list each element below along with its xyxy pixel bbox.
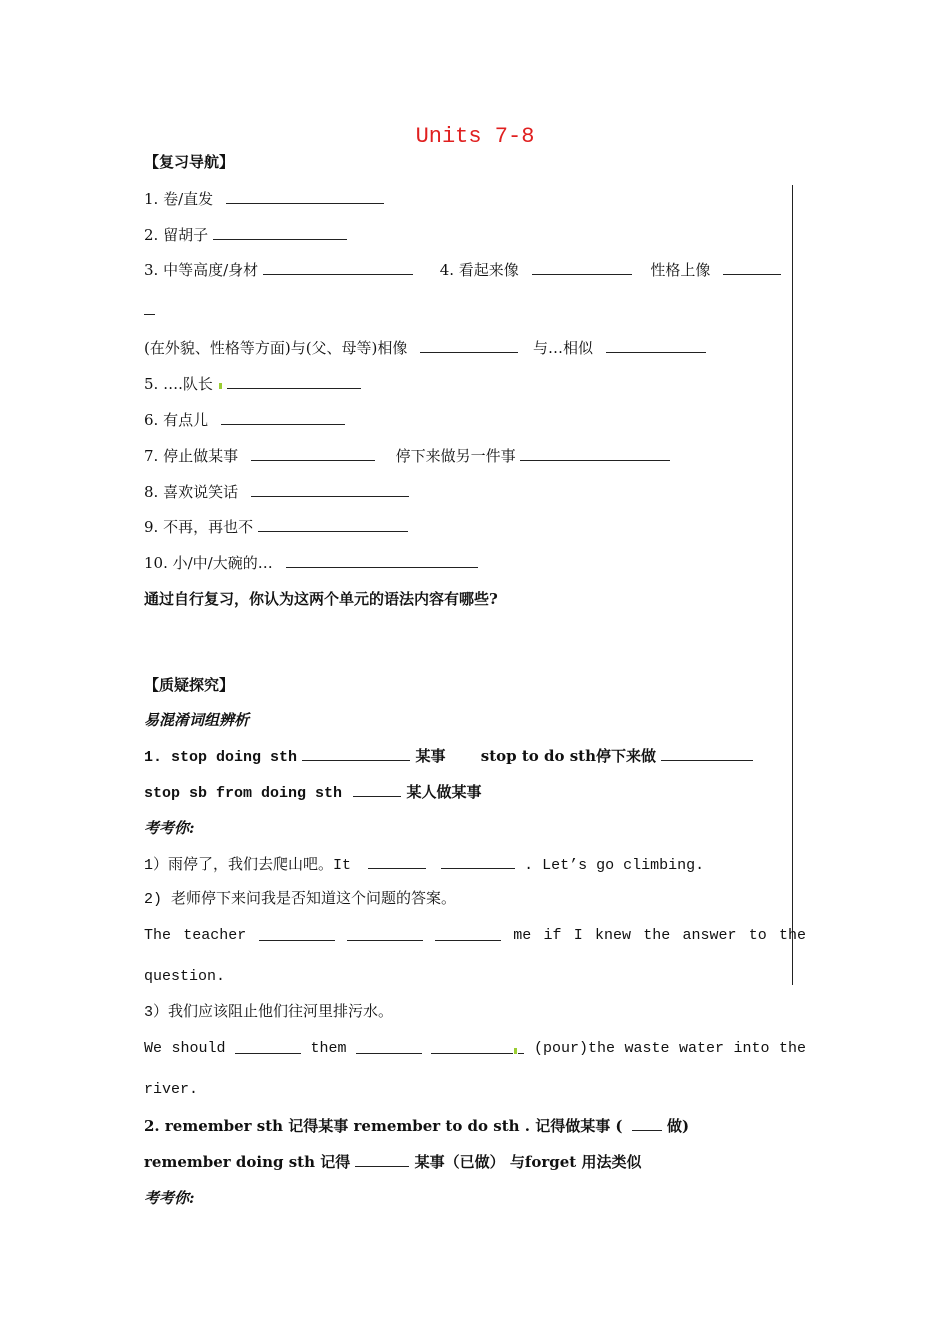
item-2-text: 2. 留胡子 — [144, 226, 209, 244]
blank-3[interactable] — [263, 260, 413, 275]
q3-word: them — [310, 1040, 347, 1057]
quiz-heading-1: 考考你: — [144, 819, 195, 837]
quiz-q3-end: river. — [144, 1081, 199, 1098]
confusing-phrases-heading: 易混淆词组辨析 — [144, 711, 250, 729]
q3-word: water — [678, 1040, 724, 1057]
point-1-stop-sb: stop sb from doing sth — [144, 785, 343, 802]
point-1-sb: 某人做某事 — [406, 783, 482, 801]
blank-4b-wrap[interactable] — [144, 300, 155, 315]
q2-word: knew — [594, 927, 631, 944]
point-2-remember: 2. remember sth 记得某事 remember to do sth . 记得做某事 ( — [144, 1117, 623, 1135]
blank-p1c[interactable] — [661, 746, 753, 761]
blank-4c[interactable] — [420, 338, 518, 353]
item-10 — [144, 553, 478, 573]
item-10-text: 10. 小/中/大碗的… — [144, 554, 273, 572]
blank-4b[interactable] — [723, 260, 781, 275]
point-1-stop-doing: 1. stop doing sth — [144, 749, 298, 766]
q2-word: if — [543, 927, 562, 944]
q2-word: to — [748, 927, 767, 944]
blank-p1d[interactable] — [353, 782, 401, 797]
point-2-do: 做) — [667, 1117, 690, 1135]
q2-word: the — [778, 927, 806, 944]
blank-q2b[interactable] — [347, 926, 423, 941]
point-2-row2 — [144, 1152, 641, 1172]
quiz-heading-2: 考考你: — [144, 1189, 195, 1207]
point-2-row1 — [144, 1116, 689, 1136]
item-7 — [144, 446, 670, 466]
marker-dot — [514, 1048, 517, 1054]
vertical-rule — [792, 185, 793, 985]
item-5 — [144, 374, 361, 394]
quiz-q2: 2) 老师停下来问我是否知道这个问题的答案。 — [144, 891, 457, 908]
item-4-similar: 与…相似 — [532, 339, 593, 357]
blank-q3b[interactable] — [356, 1039, 422, 1054]
blank-7b[interactable] — [520, 446, 670, 461]
q3-word: waste — [624, 1040, 670, 1057]
q2-word: me — [513, 927, 532, 944]
blank-q3c-tail[interactable] — [518, 1039, 524, 1054]
q2-word: the — [643, 927, 671, 944]
section-review-heading: 【复习导航】 — [144, 153, 235, 171]
point-2-already: 某事（已做） 与forget 用法类似 — [414, 1153, 642, 1171]
point-1-stop-to-do: stop to do sth停下来做 — [480, 747, 656, 765]
item-5-text: 5. ….队长 — [144, 375, 213, 393]
quiz-q2-end: question. — [144, 968, 226, 985]
item-4-row2 — [144, 338, 706, 358]
item-4-personality: 性格上像 — [650, 261, 711, 279]
q3-word: should — [171, 1040, 226, 1057]
blank-8[interactable] — [251, 482, 409, 497]
blank-7a[interactable] — [251, 446, 375, 461]
item-7-text: 7. 停止做某事 — [144, 447, 239, 465]
quiz-q1 — [144, 854, 704, 876]
point-1-row2 — [144, 782, 482, 804]
point-2-remember-doing: remember doing sth 记得 — [144, 1153, 351, 1171]
item-8 — [144, 482, 409, 502]
blank-p1a[interactable] — [302, 746, 410, 761]
q3-word: the — [778, 1040, 806, 1057]
blank-4d[interactable] — [606, 338, 706, 353]
blank-p2c[interactable] — [355, 1152, 409, 1167]
marker-dot — [219, 383, 222, 389]
q2-word: The — [144, 927, 172, 944]
blank-q2c[interactable] — [435, 926, 501, 941]
blank-q1b[interactable] — [441, 854, 515, 869]
grammar-question: 通过自行复习，你认为这两个单元的语法内容有哪些? — [144, 590, 498, 608]
quiz-q3-english — [144, 1039, 806, 1061]
item-1-text: 1. 卷/直发 — [144, 190, 214, 208]
q3-word: into — [733, 1040, 770, 1057]
blank-p2a[interactable] — [632, 1116, 662, 1131]
item-6 — [144, 410, 345, 430]
item-8-text: 8. 喜欢说笑话 — [144, 483, 239, 501]
item-4-wrap — [144, 300, 155, 320]
blank-5[interactable] — [227, 374, 361, 389]
item-3-text: 3. 中等高度/身材 — [144, 261, 259, 279]
blank-q3c-wrap — [431, 1039, 524, 1061]
q3-word: (pour)the — [533, 1040, 615, 1057]
quiz-q1-text: 1）雨停了，我们去爬山吧。It — [144, 857, 352, 874]
quiz-q1-end: . Let’s go climbing. — [524, 857, 705, 874]
q2-word: teacher — [183, 927, 247, 944]
q2-word: answer — [682, 927, 737, 944]
blank-6[interactable] — [221, 410, 345, 425]
page-title: Units 7-8 — [415, 124, 535, 149]
blank-q3c[interactable] — [431, 1039, 513, 1054]
item-4-resemble: (在外貌、性格等方面)与(父、母等)相像 — [144, 339, 408, 357]
blank-4a[interactable] — [532, 260, 632, 275]
item-7-second: 停下来做另一件事 — [395, 447, 516, 465]
item-6-text: 6. 有点儿 — [144, 411, 209, 429]
point-1-row1 — [144, 746, 753, 768]
item-2 — [144, 225, 347, 245]
item-9-text: 9. 不再，再也不 — [144, 518, 254, 536]
item-4-text: 4. 看起来像 — [439, 261, 519, 279]
blank-2[interactable] — [213, 225, 347, 240]
section-inquiry-heading: 【质疑探究】 — [144, 676, 235, 694]
quiz-q3: 3）我们应该阻止他们往河里排污水。 — [144, 1004, 394, 1021]
point-1-sth: 某事 — [415, 747, 446, 765]
blank-9[interactable] — [258, 517, 408, 532]
item-9 — [144, 517, 408, 537]
blank-q3a[interactable] — [235, 1039, 301, 1054]
q2-word: I — [573, 927, 583, 944]
blank-q2a[interactable] — [259, 926, 335, 941]
q3-word: We — [144, 1040, 163, 1057]
blank-q1a[interactable] — [368, 854, 426, 869]
blank-1[interactable] — [226, 189, 384, 204]
blank-10[interactable] — [286, 553, 478, 568]
quiz-q2-english — [144, 926, 806, 946]
item-3 — [144, 260, 781, 280]
item-1 — [144, 189, 384, 209]
